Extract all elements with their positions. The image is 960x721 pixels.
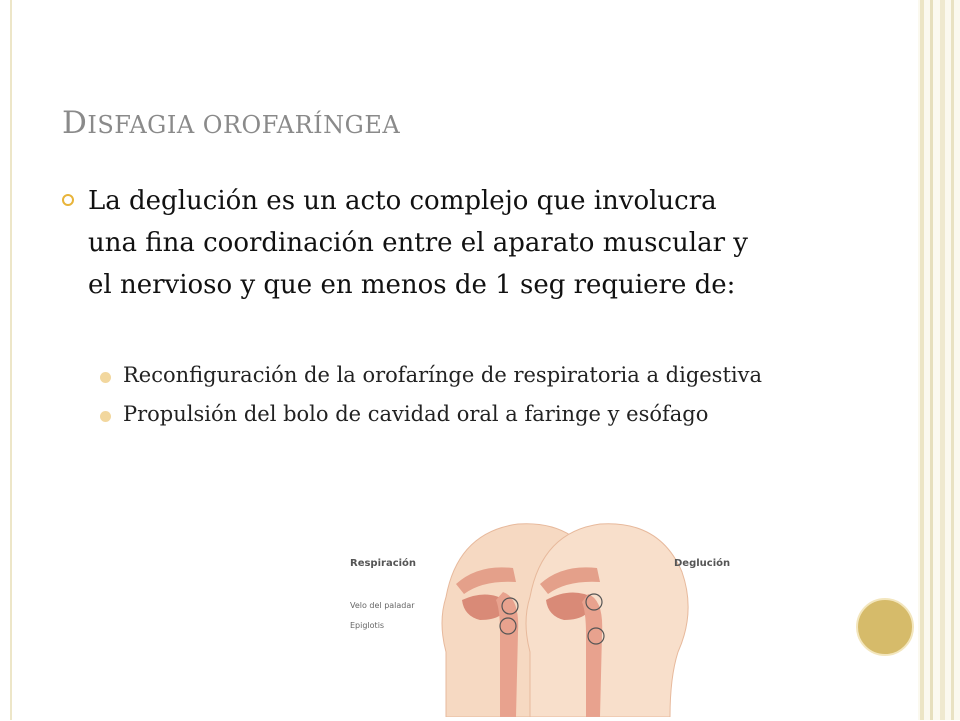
gold-circle-ornament [856, 598, 914, 656]
slide-title [62, 105, 400, 141]
sub-bullet-item [100, 399, 820, 430]
left-border-line [10, 0, 12, 720]
main-bullet-text: La deglución es un acto complejo que involucra una fina coordinación entre el aparato muscular y el nervioso y que en menos de 1 seg requiere de: [88, 186, 748, 300]
label-swallowing: Deglución [674, 558, 731, 569]
sub-bullet-list [100, 360, 820, 438]
dot-bullet-icon [100, 411, 111, 422]
slide-title-rest: ISFAGIA OROFARÍNGEA [87, 111, 401, 139]
sub-bullet-item [100, 360, 820, 391]
dot-bullet-icon [100, 372, 111, 383]
label-respiration: Respiración [350, 558, 417, 569]
label-soft-palate: Velo del paladar [350, 601, 415, 610]
swallowing-illustration [338, 502, 738, 717]
sub-bullet-text: Propulsión del bolo de cavidad oral a faringe y esófago [123, 402, 709, 426]
slide-title-initial: D [62, 105, 88, 141]
right-border-stripes [918, 0, 960, 720]
label-epiglottis: Epiglotis [350, 621, 385, 630]
ring-bullet-icon [62, 194, 74, 206]
main-bullet [62, 180, 772, 306]
head-profile-diagram [338, 502, 738, 717]
sub-bullet-text: Reconfiguración de la orofarínge de respiratoria a digestiva [123, 363, 763, 387]
head-silhouette-right [526, 524, 688, 717]
